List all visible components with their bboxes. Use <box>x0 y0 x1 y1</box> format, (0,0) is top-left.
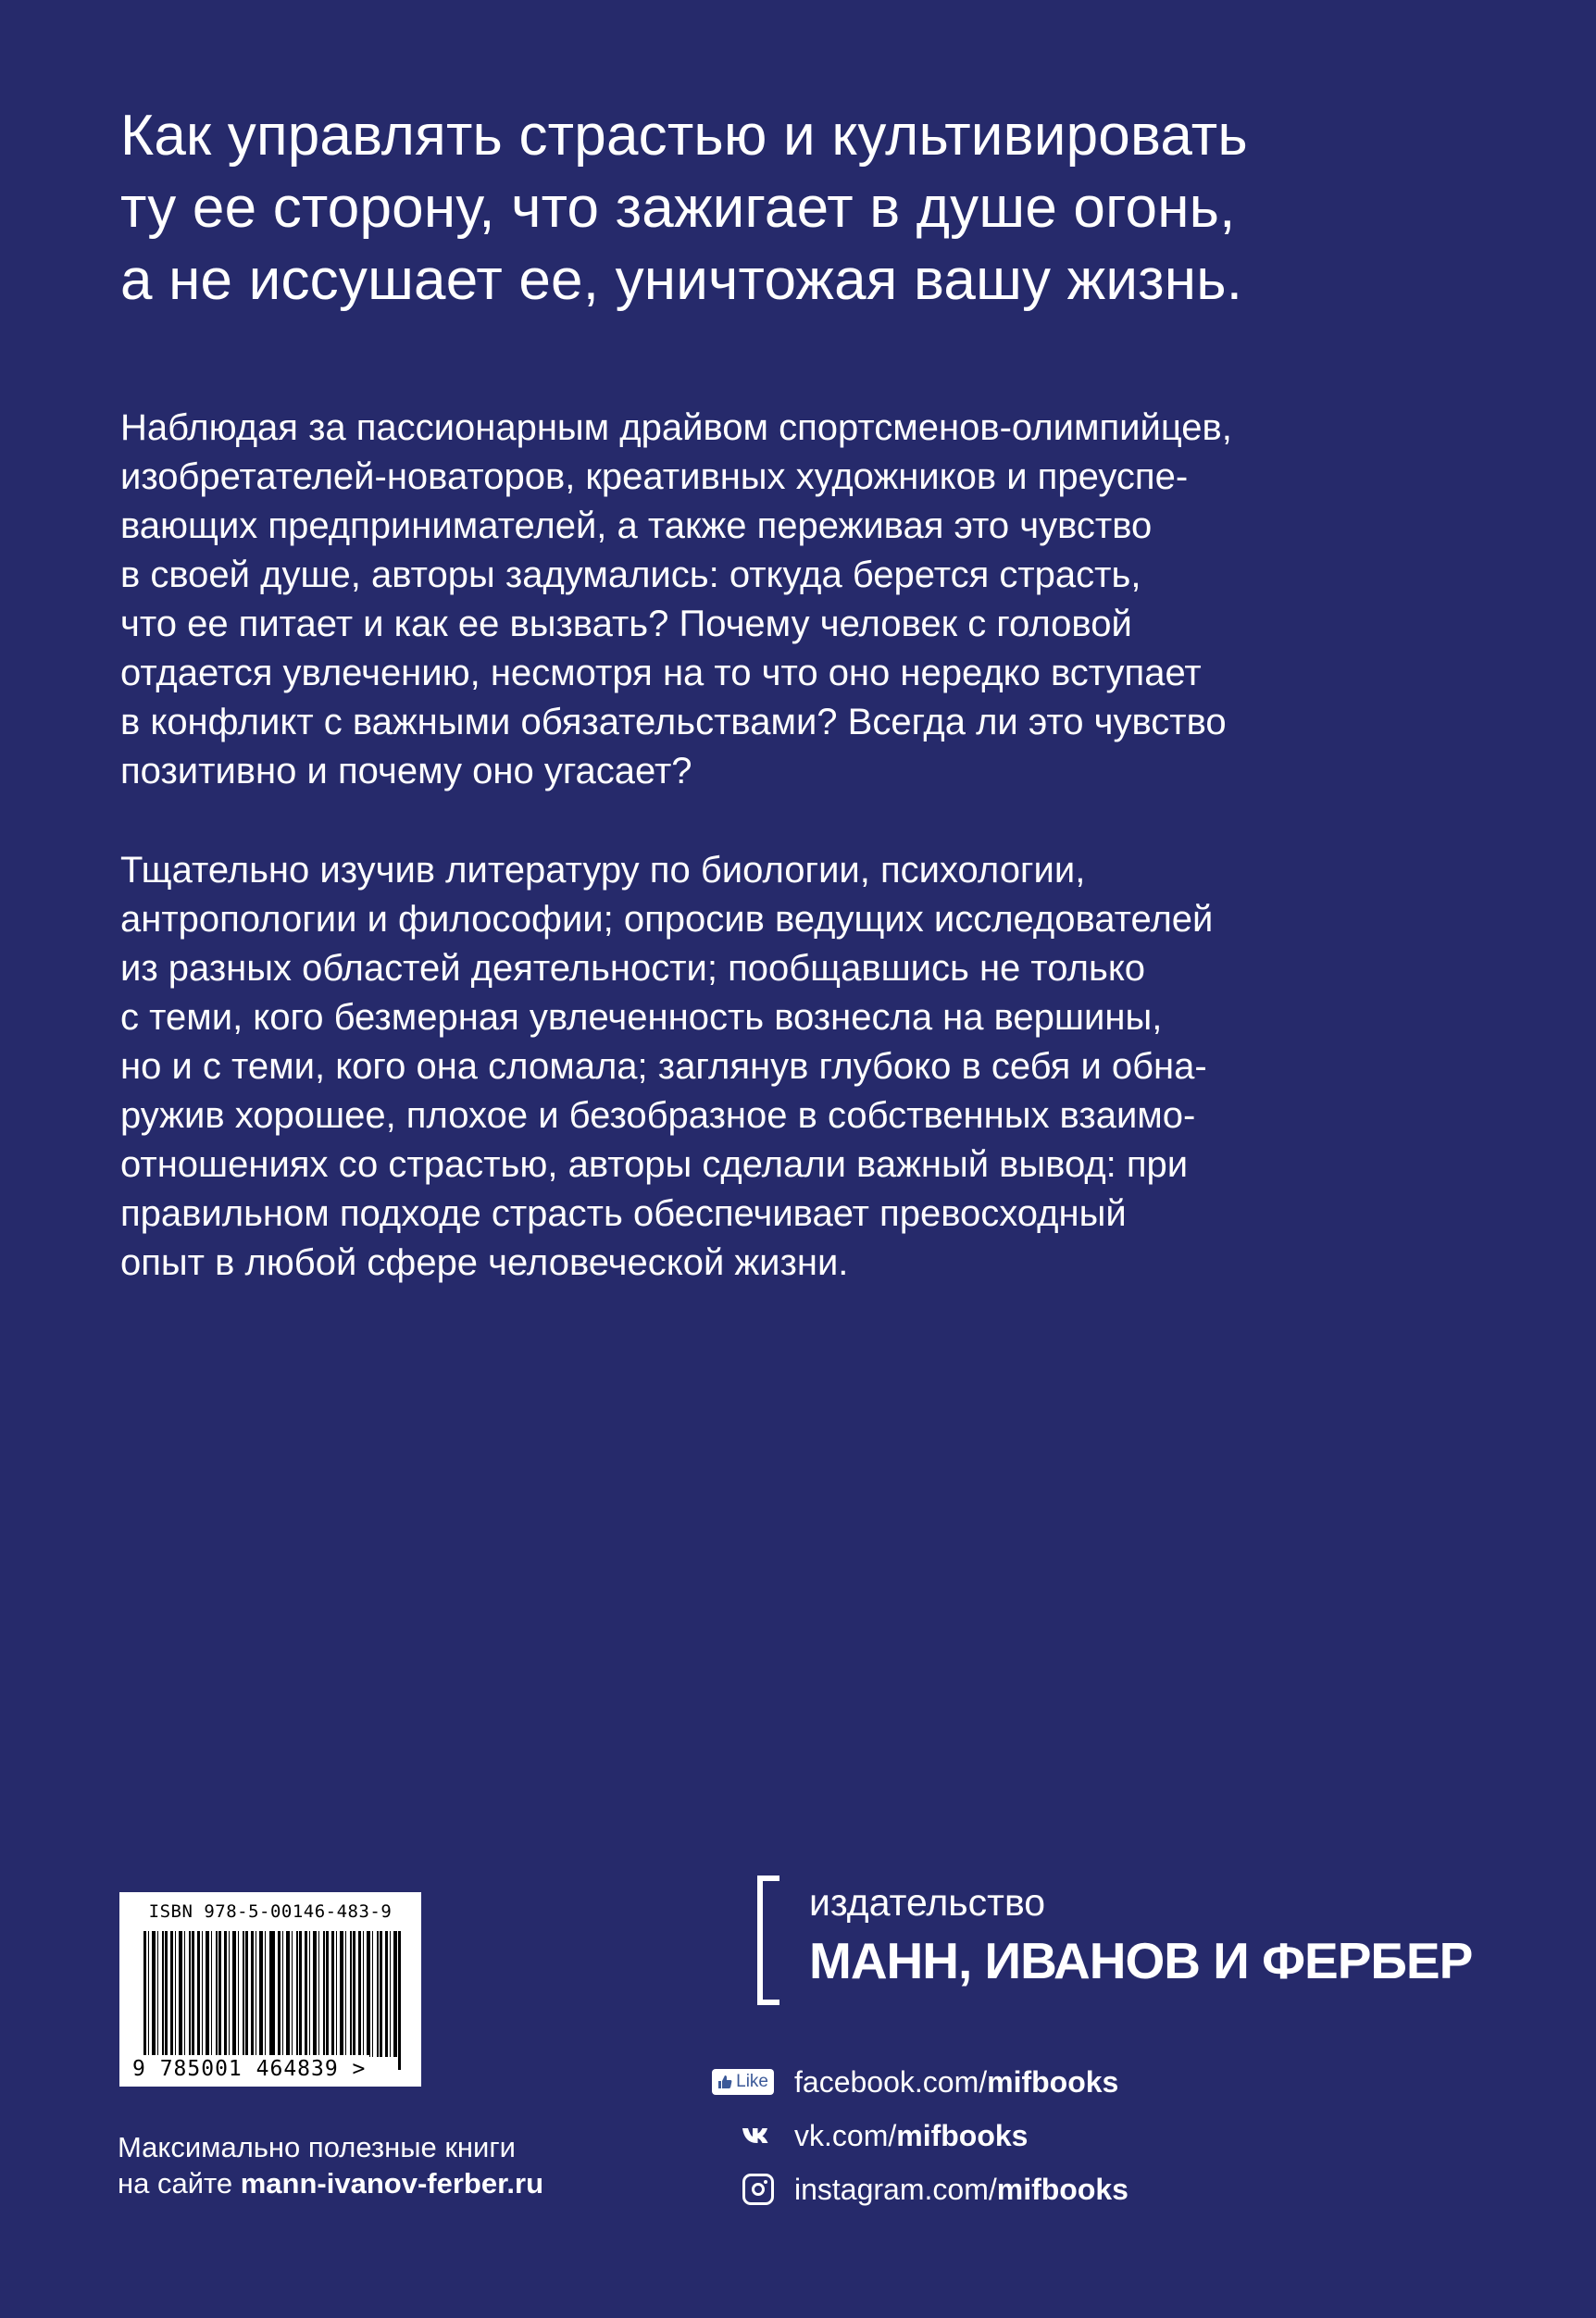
social-item-facebook[interactable] <box>711 2055 1359 2109</box>
headline-line: а не иссушает ее, уничтожая вашу жизнь. <box>120 248 1243 312</box>
social-item-instagram[interactable] <box>711 2162 1359 2216</box>
facebook-link[interactable]: facebook.com/mifbooks <box>794 2064 1119 2099</box>
isbn-barcode <box>119 1892 421 2087</box>
publisher-bracket-icon <box>757 1876 779 2005</box>
text-line: в своей душе, авторы задумались: откуда берется страсть, <box>120 555 1141 595</box>
vk-link[interactable]: vk.com/mifbooks <box>794 2118 1029 2152</box>
instagram-icon <box>742 2174 774 2205</box>
site-link[interactable]: mann-ivanov-ferber.ru <box>240 2167 544 2200</box>
site-promo-prefix: на сайте <box>118 2167 241 2200</box>
isbn-number: ISBN 978-5-00146-483-9 <box>148 1901 393 1922</box>
text-line: с теми, кого безмерная увлеченность вознесла на вершины, <box>120 997 1163 1038</box>
barcode-digits: 9 785001 464839 > <box>129 2055 369 2083</box>
headline-line: ту ее сторону, что зажигает в душе огонь, <box>120 176 1236 240</box>
text-line: правильном подходе страсть обеспечивает превосходный <box>120 1193 1127 1234</box>
headline-line: Как управлять страстью и культивировать <box>120 104 1248 168</box>
site-promo <box>118 2129 543 2201</box>
text-line: опыт в любой сфере человеческой жизни. <box>120 1242 849 1283</box>
publisher-name: МАНН, ИВАНОВ И ФЕРБЕР <box>809 1932 1473 1989</box>
description-paragraph-1 <box>120 404 1509 796</box>
text-line: Наблюдая за пассионарным драйвом спортсменов-олимпийцев, <box>120 407 1232 448</box>
social-item-vk[interactable] <box>711 2109 1359 2162</box>
text-line: ружив хорошее, плохое и безобразное в собственных взаимо- <box>120 1095 1196 1136</box>
text-line: в конфликт с важными обязательствами? Всегда ли это чувство <box>120 702 1227 742</box>
site-promo-line <box>118 2165 543 2201</box>
like-label: Like <box>736 2072 768 2091</box>
site-promo-line: Максимально полезные книги <box>118 2131 516 2163</box>
barcode-guard-bar <box>398 1931 401 2070</box>
barcode-guard-bar <box>143 1931 146 2070</box>
text-line: что ее питает и как ее вызвать? Почему человек с головой <box>120 604 1132 644</box>
text-line: из разных областей деятельности; пообщавшись не только <box>120 948 1146 989</box>
barcode-guard-bar <box>271 1931 274 2070</box>
instagram-link[interactable]: instagram.com/mifbooks <box>794 2172 1128 2206</box>
description-paragraph-2 <box>120 846 1509 1288</box>
social-links <box>711 2055 1359 2216</box>
text-line: вающих предпринимателей, а также переживая это чувство <box>120 505 1153 546</box>
text-line: изобретателей-новаторов, креативных художников и преуспе- <box>120 456 1189 497</box>
vk-icon <box>741 2125 774 2146</box>
facebook-like-icon <box>712 2069 774 2095</box>
thumbs-up-icon <box>717 2075 732 2089</box>
text-line: антропологии и философии; опросив ведущих исследователей <box>120 899 1214 940</box>
text-line: позитивно и почему оно угасает? <box>120 751 692 791</box>
text-line: но и с теми, кого она сломала; заглянув глубоко в себя и обна- <box>120 1046 1207 1087</box>
publisher-label: издательство <box>809 1881 1046 1924</box>
text-line: отношениях со страстью, авторы сделали важный вывод: при <box>120 1144 1189 1185</box>
headline <box>120 100 1509 317</box>
text-line: отдается увлечению, несмотря на то что оно нередко вступает <box>120 653 1202 693</box>
text-line: Тщательно изучив литературу по биологии, психологии, <box>120 850 1086 891</box>
